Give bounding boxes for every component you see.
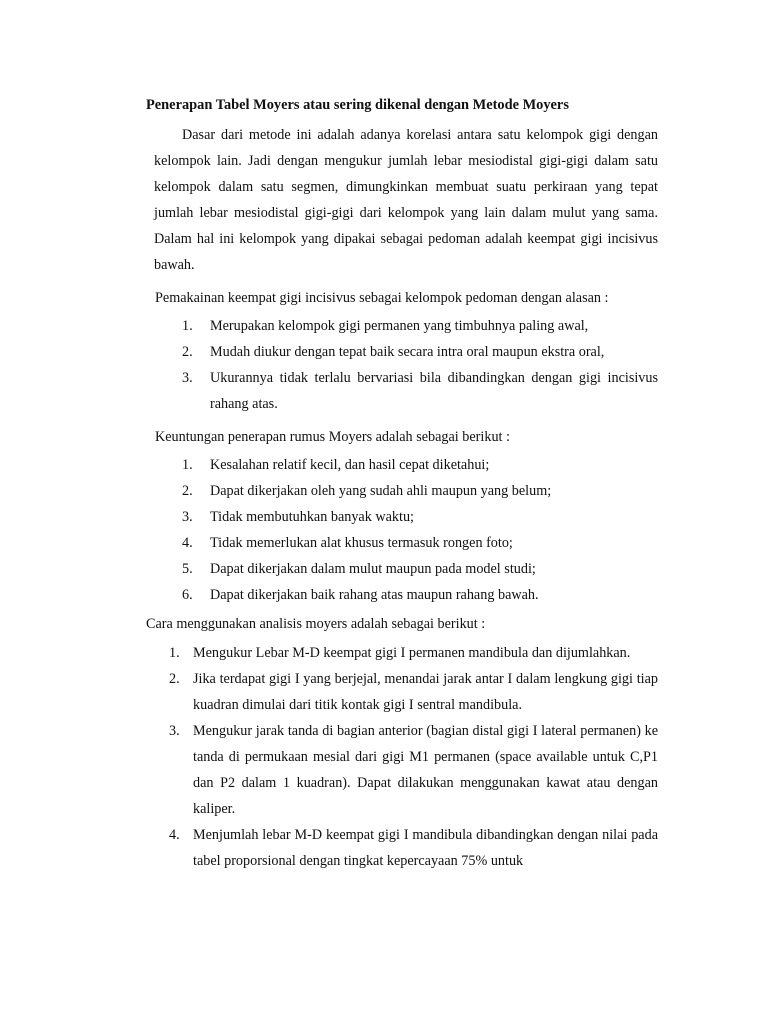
list-item: [182, 339, 658, 365]
list-item-number: 2.: [182, 483, 193, 499]
list-item-text: Jika terdapat gigi I yang berjejal, menandai jarak antar I dalam lengkung gigi tiap kuadran dimulai dari titik kontak gigi I sentral mandibula.: [193, 671, 658, 713]
list-item-number: 4.: [182, 535, 193, 551]
list-item-text: Mengukur jarak tanda di bagian anterior (bagian distal gigi I lateral permanen) ke tanda di permukaan mesial dari gigi M1 permanen (space available untuk C,P1 dan P2 dalam 1 kuadran). Dapat dilakukan menggunakan kawat atau dengan kaliper.: [193, 723, 658, 817]
section1-lead: Pemakainan keempat gigi incisivus sebagai kelompok pedoman dengan alasan :: [155, 290, 609, 306]
list-item: [182, 504, 658, 530]
list-item-number: 2.: [169, 671, 180, 687]
list-item-text: Mengukur Lebar M-D keempat gigi I permanen mandibula dan dijumlahkan.: [193, 645, 631, 661]
list-item: [182, 478, 658, 504]
list-item-text: Menjumlah lebar M-D keempat gigi I mandibula dibandingkan dengan nilai pada tabel proporsional dengan tingkat kepercayaan 75% untuk: [193, 827, 658, 869]
list-item-text: Tidak memerlukan alat khusus termasuk rongen foto;: [210, 535, 513, 551]
list-item: [182, 313, 658, 339]
list-item: [182, 582, 658, 608]
list-item-text: Dapat dikerjakan dalam mulut maupun pada model studi;: [210, 561, 536, 577]
list-item-text: Merupakan kelompok gigi permanen yang timbuhnya paling awal,: [210, 318, 589, 334]
list-item-number: 2.: [182, 344, 193, 360]
list-item: [182, 530, 658, 556]
section2-list: [182, 452, 658, 608]
list-item-text: Dapat dikerjakan oleh yang sudah ahli maupun yang belum;: [210, 483, 552, 499]
list-item-number: 3.: [182, 370, 193, 386]
list-item-text: Kesalahan relatif kecil, dan hasil cepat diketahui;: [210, 457, 490, 473]
list-item: [169, 640, 658, 666]
list-item-number: 3.: [169, 723, 180, 739]
list-item-text: Ukurannya tidak terlalu bervariasi bila dibandingkan dengan gigi incisivus rahang atas.: [210, 370, 658, 412]
list-item-text: Tidak membutuhkan banyak waktu;: [210, 509, 414, 525]
list-item-number: 3.: [182, 509, 193, 525]
list-item: [169, 822, 658, 874]
list-item-number: 4.: [169, 827, 180, 843]
intro-paragraph: Dasar dari metode ini adalah adanya korelasi antara satu kelompok gigi dengan kelompok lain. Jadi dengan mengukur jumlah lebar mesiodistal gigi-gigi dalam satu kelompok dalam satu segmen, dimungkinkan membuat suatu perkiraan yang tepat jumlah lebar mesiodistal gigi-gigi dari kelompok yang lain dalam mulut yang sama. Dalam hal ini kelompok yang dipakai sebagai pedoman adalah keempat gigi incisivus bawah.: [154, 127, 658, 273]
section1-list: [182, 313, 658, 417]
list-item-number: 1.: [182, 457, 193, 473]
list-item: [182, 365, 658, 417]
section3-lead: Cara menggunakan analisis moyers adalah sebagai berikut :: [146, 616, 486, 632]
list-item-text: Mudah diukur dengan tepat baik secara intra oral maupun ekstra oral,: [210, 344, 605, 360]
list-item-text: Dapat dikerjakan baik rahang atas maupun rahang bawah.: [210, 587, 539, 603]
list-item: [169, 666, 658, 718]
list-item-number: 6.: [182, 587, 193, 603]
list-item: [182, 556, 658, 582]
list-item: [182, 452, 658, 478]
page-title: Penerapan Tabel Moyers atau sering dikenal dengan Metode Moyers: [146, 97, 569, 113]
list-item-number: 1.: [169, 645, 180, 661]
list-item: [169, 718, 658, 822]
list-item-number: 1.: [182, 318, 193, 334]
section3-list: [169, 640, 658, 874]
list-item-number: 5.: [182, 561, 193, 577]
section2-lead: Keuntungan penerapan rumus Moyers adalah sebagai berikut :: [155, 429, 510, 445]
